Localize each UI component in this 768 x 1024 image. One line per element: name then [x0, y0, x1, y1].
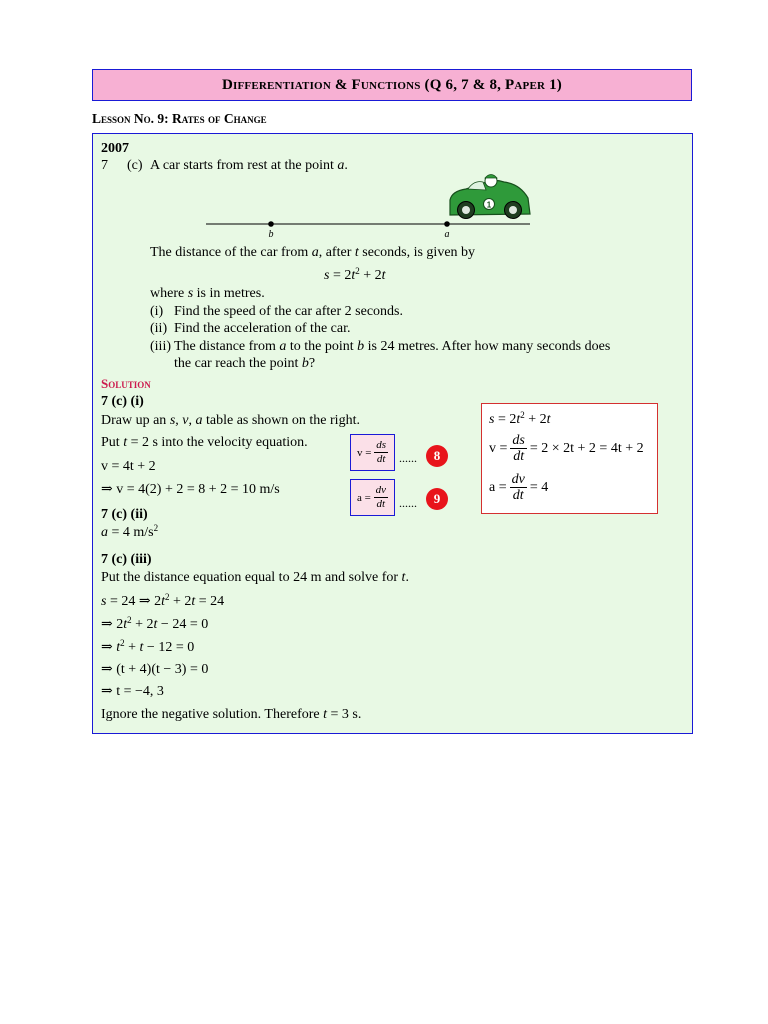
question-year: 2007 [101, 141, 129, 156]
question-number: 7 [101, 158, 108, 173]
step-2: ⇒ $2t^2 + 2t - 24 = 0$ [101, 615, 209, 632]
part-i-number: (i) [150, 304, 164, 319]
part-iii-text: The distance from a to the point b is 24 metres. After how many seconds does [174, 339, 611, 354]
step-4: ⇒ (t + 4)(t − 3) = 0 [101, 662, 209, 677]
table-instruction: Draw up an s, v, a table as shown on the right. [101, 413, 360, 428]
part-iii-number: (iii) [150, 339, 171, 354]
page-title: Differentiation & Functions (Q 6, 7 & 8, Paper 1) [92, 69, 692, 101]
badge-8: 8 [426, 445, 448, 467]
part-ii-number: (ii) [150, 321, 168, 336]
box-acceleration-fraction: $\frac{dv}{dt}$ [375, 484, 386, 510]
dots-acceleration: ...... [399, 496, 417, 510]
part-i-text: Find the speed of the car after 2 seconds. [174, 304, 403, 319]
formula-box-acceleration [350, 479, 395, 516]
point-a-dot [444, 221, 450, 227]
step-5: ⇒ t = −4, 3 [101, 684, 164, 699]
table-v-equation: v = $\frac{ds}{dt}$ = 2 × 2t + 2 = 4t + 2 [489, 433, 644, 464]
velocity-calculation: ⇒ v = 4(2) + 2 = 8 + 2 = 10 m/s [101, 482, 280, 497]
part-ciii-heading: 7 (c) (iii) [101, 552, 152, 567]
part-iii-text-cont: the car reach the point b? [174, 356, 316, 371]
table-s-equation: $s = 2t^2 + 2t$ [489, 410, 551, 427]
point-a-label: a [444, 229, 450, 240]
question-part: (c) [127, 158, 143, 173]
box-acceleration-lhs: a = [357, 491, 371, 504]
dots-velocity: ...... [399, 451, 417, 465]
car-diagram [200, 170, 540, 240]
part-ii-text: Find the acceleration of the car. [174, 321, 351, 336]
step-1: s = 24 ⇒ $2t^2 + 2t = 24$ [101, 592, 225, 609]
solution-label: Solution [101, 376, 151, 391]
distance-sentence: The distance of the car from a, after t seconds, is given by [150, 245, 476, 260]
part-cii-heading: 7 (c) (ii) [101, 507, 148, 522]
point-b-dot [268, 221, 274, 227]
formula-box-velocity [350, 434, 395, 471]
question-intro: A car starts from rest at the point a. [150, 158, 348, 173]
velocity-instruction: Put t = 2 s into the velocity equation. [101, 435, 308, 450]
table-a-equation: a = $\frac{dv}{dt}$ = 4 [489, 472, 549, 503]
part-ci-heading: 7 (c) (i) [101, 394, 144, 409]
badge-9: 9 [426, 488, 448, 510]
conclusion: Ignore the negative solution. Therefore t = 3 s. [101, 707, 362, 722]
box-velocity-fraction: $\frac{ds}{dt}$ [376, 439, 386, 465]
step-3: ⇒ $t^2 + t - 12 = 0$ [101, 638, 195, 655]
box-velocity-lhs: v = [357, 446, 372, 459]
distance-equation: $s = 2t^2 + 2t$ [324, 266, 386, 283]
distance-instruction: Put the distance equation equal to 24 m and solve for t. [101, 570, 409, 585]
velocity-equation: v = 4t + 2 [101, 459, 156, 474]
acceleration-answer: a = 4 $m/s^2$ [101, 523, 159, 540]
car-icon [450, 175, 530, 219]
where-sentence: where s is in metres. [150, 286, 265, 301]
point-b-label: b [268, 229, 274, 240]
car-number: 1 [486, 200, 492, 210]
lesson-heading: Lesson No. 9: Rates of Change [92, 111, 267, 126]
